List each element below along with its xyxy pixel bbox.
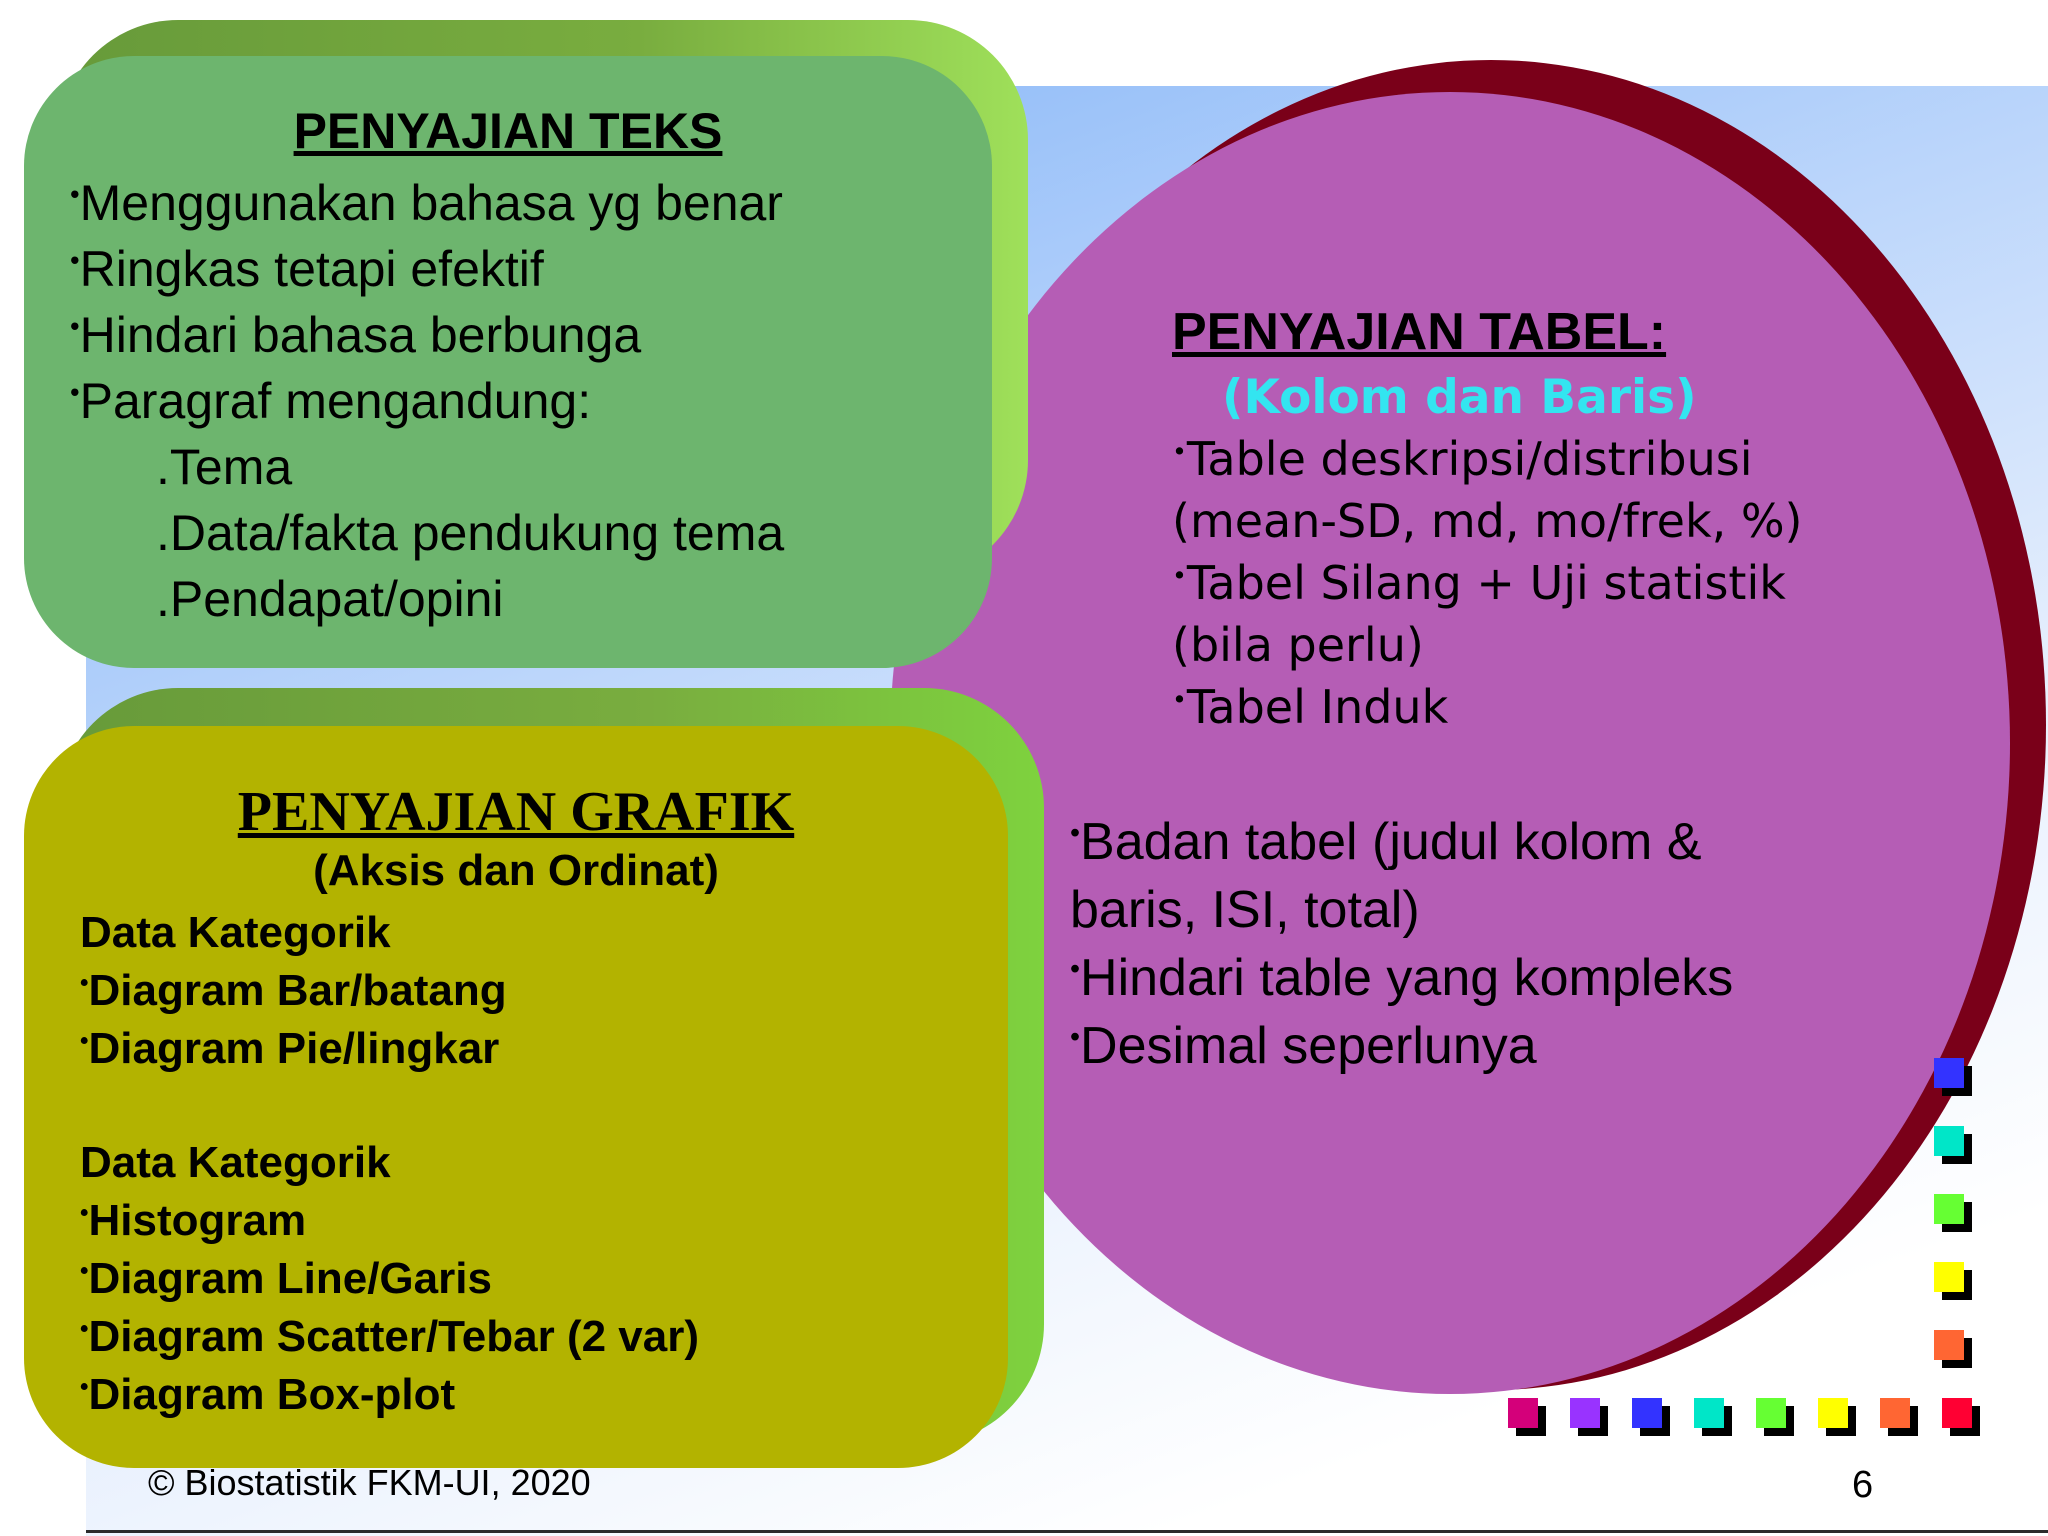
graph-list-item: •Diagram Line/Garis xyxy=(80,1254,492,1303)
bullet-icon: • xyxy=(70,178,80,210)
square-marker-icon xyxy=(1934,1330,1964,1360)
bottom-divider xyxy=(86,1530,2048,1533)
graph-box-subtitle: (Aksis dan Ordinat) xyxy=(313,846,719,895)
table-circle-subtitle: (Kolom dan Baris) xyxy=(1222,370,1697,425)
table-list-item: (bila perlu) xyxy=(1172,618,1424,672)
text-sub-item: .Tema xyxy=(156,439,293,495)
bullet-icon: • xyxy=(1070,816,1081,849)
text-list-item: •Ringkas tetapi efektif xyxy=(70,241,544,297)
square-marker-icon xyxy=(1694,1398,1724,1428)
table-list-item: •Hindari table yang kompleks xyxy=(1070,949,1734,1007)
table-list-item: •Desimal seperlunya xyxy=(1070,1017,1537,1075)
table-circle xyxy=(890,92,2010,1394)
bullet-icon: • xyxy=(70,244,80,276)
text-list-item: •Hindari bahasa berbunga xyxy=(70,307,642,363)
square-marker-icon xyxy=(1570,1398,1600,1428)
graph-list-item: •Histogram xyxy=(80,1196,307,1245)
graph-list-item: •Diagram Pie/lingkar xyxy=(80,1024,500,1073)
bullet-icon: • xyxy=(1070,952,1081,985)
bullet-icon: • xyxy=(70,376,80,408)
square-marker-icon xyxy=(1934,1194,1964,1224)
page-number: 6 xyxy=(1852,1464,1874,1506)
table-list-item: (mean-SD, md, mo/frek, %) xyxy=(1172,494,1803,548)
bullet-icon: • xyxy=(80,1315,89,1343)
bullet-icon: • xyxy=(80,1373,89,1401)
square-marker-icon xyxy=(1934,1262,1964,1292)
table-list-item: •Table deskripsi/distribusi xyxy=(1172,432,1753,486)
graph-list-item: •Diagram Box-plot xyxy=(80,1370,456,1419)
bullet-icon: • xyxy=(80,1199,89,1227)
graph-group-heading: Data Kategorik xyxy=(80,908,391,957)
table-list-item: •Badan tabel (judul kolom & xyxy=(1070,813,1702,871)
text-sub-item: .Pendapat/opini xyxy=(156,571,504,627)
square-marker-icon xyxy=(1934,1126,1964,1156)
bullet-icon: • xyxy=(1070,1020,1081,1053)
table-list-item: baris, ISI, total) xyxy=(1070,881,1420,939)
square-marker-icon xyxy=(1508,1398,1538,1428)
table-list-item: •Tabel Silang + Uji statistik xyxy=(1172,556,1786,610)
text-sub-item: .Data/fakta pendukung tema xyxy=(156,505,785,561)
bullet-icon: • xyxy=(80,969,89,997)
bullet-icon: • xyxy=(80,1027,89,1055)
footer-copyright: © Biostatistik FKM-UI, 2020 xyxy=(148,1462,591,1503)
square-marker-icon xyxy=(1880,1398,1910,1428)
bullet-icon: • xyxy=(80,1257,89,1285)
table-circle-title: PENYAJIAN TABEL: xyxy=(1172,303,1667,361)
graph-list-item: •Diagram Bar/batang xyxy=(80,966,507,1015)
square-marker-icon xyxy=(1934,1058,1964,1088)
square-marker-icon xyxy=(1756,1398,1786,1428)
text-list-item: •Menggunakan bahasa yg benar xyxy=(70,175,783,231)
text-box-title: PENYAJIAN TEKS xyxy=(293,103,723,159)
graph-group-heading: Data Kategorik xyxy=(80,1138,391,1187)
bullet-icon: • xyxy=(1172,436,1187,466)
square-marker-icon xyxy=(1942,1398,1972,1428)
bullet-icon: • xyxy=(1172,684,1187,714)
square-marker-icon xyxy=(1632,1398,1662,1428)
graph-box-title: PENYAJIAN GRAFIK xyxy=(237,781,795,843)
bullet-icon: • xyxy=(1172,560,1187,590)
square-marker-icon xyxy=(1818,1398,1848,1428)
text-list-item: •Paragraf mengandung: xyxy=(70,373,592,429)
bullet-icon: • xyxy=(70,310,80,342)
table-list-item: •Tabel Induk xyxy=(1172,680,1449,734)
graph-list-item: •Diagram Scatter/Tebar (2 var) xyxy=(80,1312,700,1361)
